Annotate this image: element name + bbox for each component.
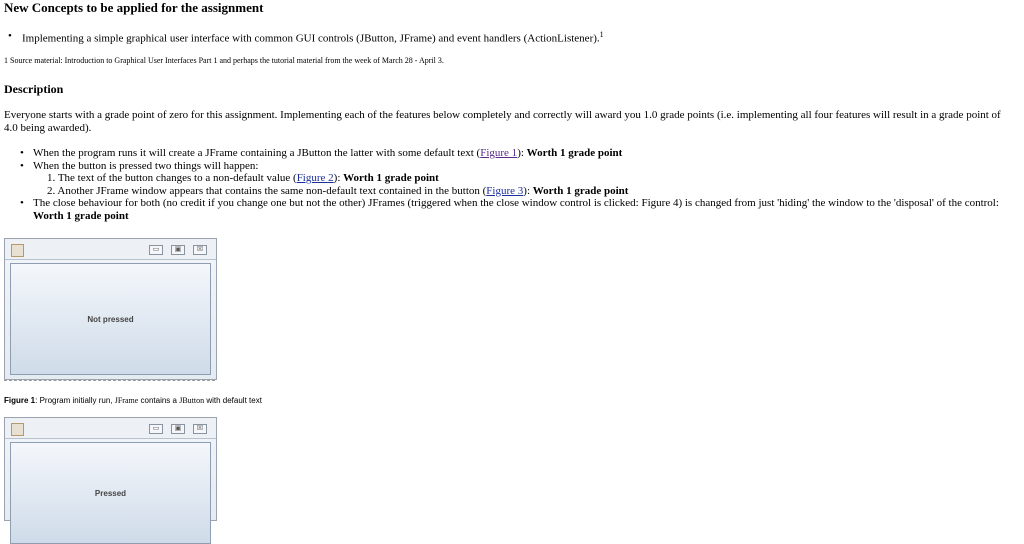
list-item	[18, 197, 1008, 222]
caption-jbutton: JButton	[179, 396, 205, 405]
figure1-caption	[4, 396, 262, 405]
java-icon	[11, 423, 24, 436]
sub2-post: ):	[523, 184, 533, 197]
description-paragraph: Everyone starts with a grade point of zero for this assignment. Implementing each of the features below completely and correctly will award you 1.0 grade points (i.e. implementing all four features will result in a grade point of 4.0 being awarded).	[4, 109, 1001, 134]
figure2-link[interactable]: Figure 2	[296, 172, 334, 184]
concept-bullet	[8, 30, 604, 45]
figure3-link[interactable]: Figure 3	[486, 184, 524, 197]
minimize-icon[interactable]: ▭	[149, 245, 163, 255]
caption-text: : Program initially run,	[35, 396, 115, 405]
sub-list-item	[18, 172, 1008, 185]
close-icon[interactable]: ☒	[193, 424, 207, 434]
jbutton-not-pressed[interactable]: Not pressed	[10, 263, 211, 375]
jbutton-pressed[interactable]: Pressed	[10, 442, 211, 544]
sub2-text: Another JFrame window appears that contains the same non-default text contained in the button (	[57, 184, 487, 197]
caption-jframe: JFrame	[114, 396, 139, 405]
item2-text: When the button is pressed two things will happen:	[33, 159, 259, 172]
figure1-jframe-window	[4, 238, 217, 380]
window-titlebar	[5, 418, 216, 439]
sub1-number: 1.	[47, 172, 56, 184]
sub1-text: The text of the button changes to a non-default value (	[57, 172, 297, 184]
caption-label: Figure 1	[4, 396, 36, 405]
concept-text: Implementing a simple graphical user interface with common GUI controls (JButton, JFrame) and event handlers (ActionListener).	[22, 32, 600, 45]
item1-worth: Worth 1 grade point	[526, 147, 623, 159]
list-item	[18, 160, 1008, 173]
maximize-icon[interactable]: ▣	[171, 245, 185, 255]
sub-list-item	[18, 185, 1008, 198]
minimize-icon[interactable]: ▭	[149, 424, 163, 434]
divider	[4, 380, 215, 382]
requirements-list	[18, 147, 1008, 222]
sub2-number: 2.	[47, 184, 56, 197]
caption-text2: contains a	[138, 396, 180, 405]
footnote-marker: 1	[599, 30, 604, 39]
item3-worth: Worth 1 grade point	[33, 209, 129, 222]
heading-new-concepts: New Concepts to be applied for the assignment	[4, 0, 264, 15]
item1-text: When the program runs it will create a JFrame containing a JButton the latter with some default text (	[33, 147, 481, 159]
bullet-dot: •	[20, 147, 24, 159]
item3-text: The close behaviour for both (no credit if you change one but not the other) JFrames (triggered when the close window control is clicked: Figure 4) is changed from just 'hiding' the window to the 'disposal' of the control:	[33, 197, 999, 209]
sub1-post: ):	[333, 172, 344, 184]
heading-description: Description	[4, 82, 64, 96]
bullet-dot: •	[20, 197, 24, 209]
window-titlebar	[5, 239, 216, 260]
footnote: 1 Source material: Introduction to Graphical User Interfaces Part 1 and perhaps the tutorial material from the week of March 28 - April 3.	[4, 56, 444, 65]
item1-post: ):	[517, 147, 527, 159]
maximize-icon[interactable]: ▣	[171, 424, 185, 434]
sub1-worth: Worth 1 grade point	[343, 172, 439, 184]
java-icon	[11, 244, 24, 257]
list-item	[18, 147, 1008, 160]
caption-text3: with default text	[204, 396, 262, 405]
figure1-link[interactable]: Figure 1	[480, 147, 518, 159]
sub2-worth: Worth 1 grade point	[532, 184, 629, 197]
bullet-dot: •	[8, 30, 12, 42]
close-icon[interactable]: ☒	[193, 245, 207, 255]
bullet-dot: •	[20, 159, 24, 172]
figure2-jframe-window	[4, 417, 217, 521]
